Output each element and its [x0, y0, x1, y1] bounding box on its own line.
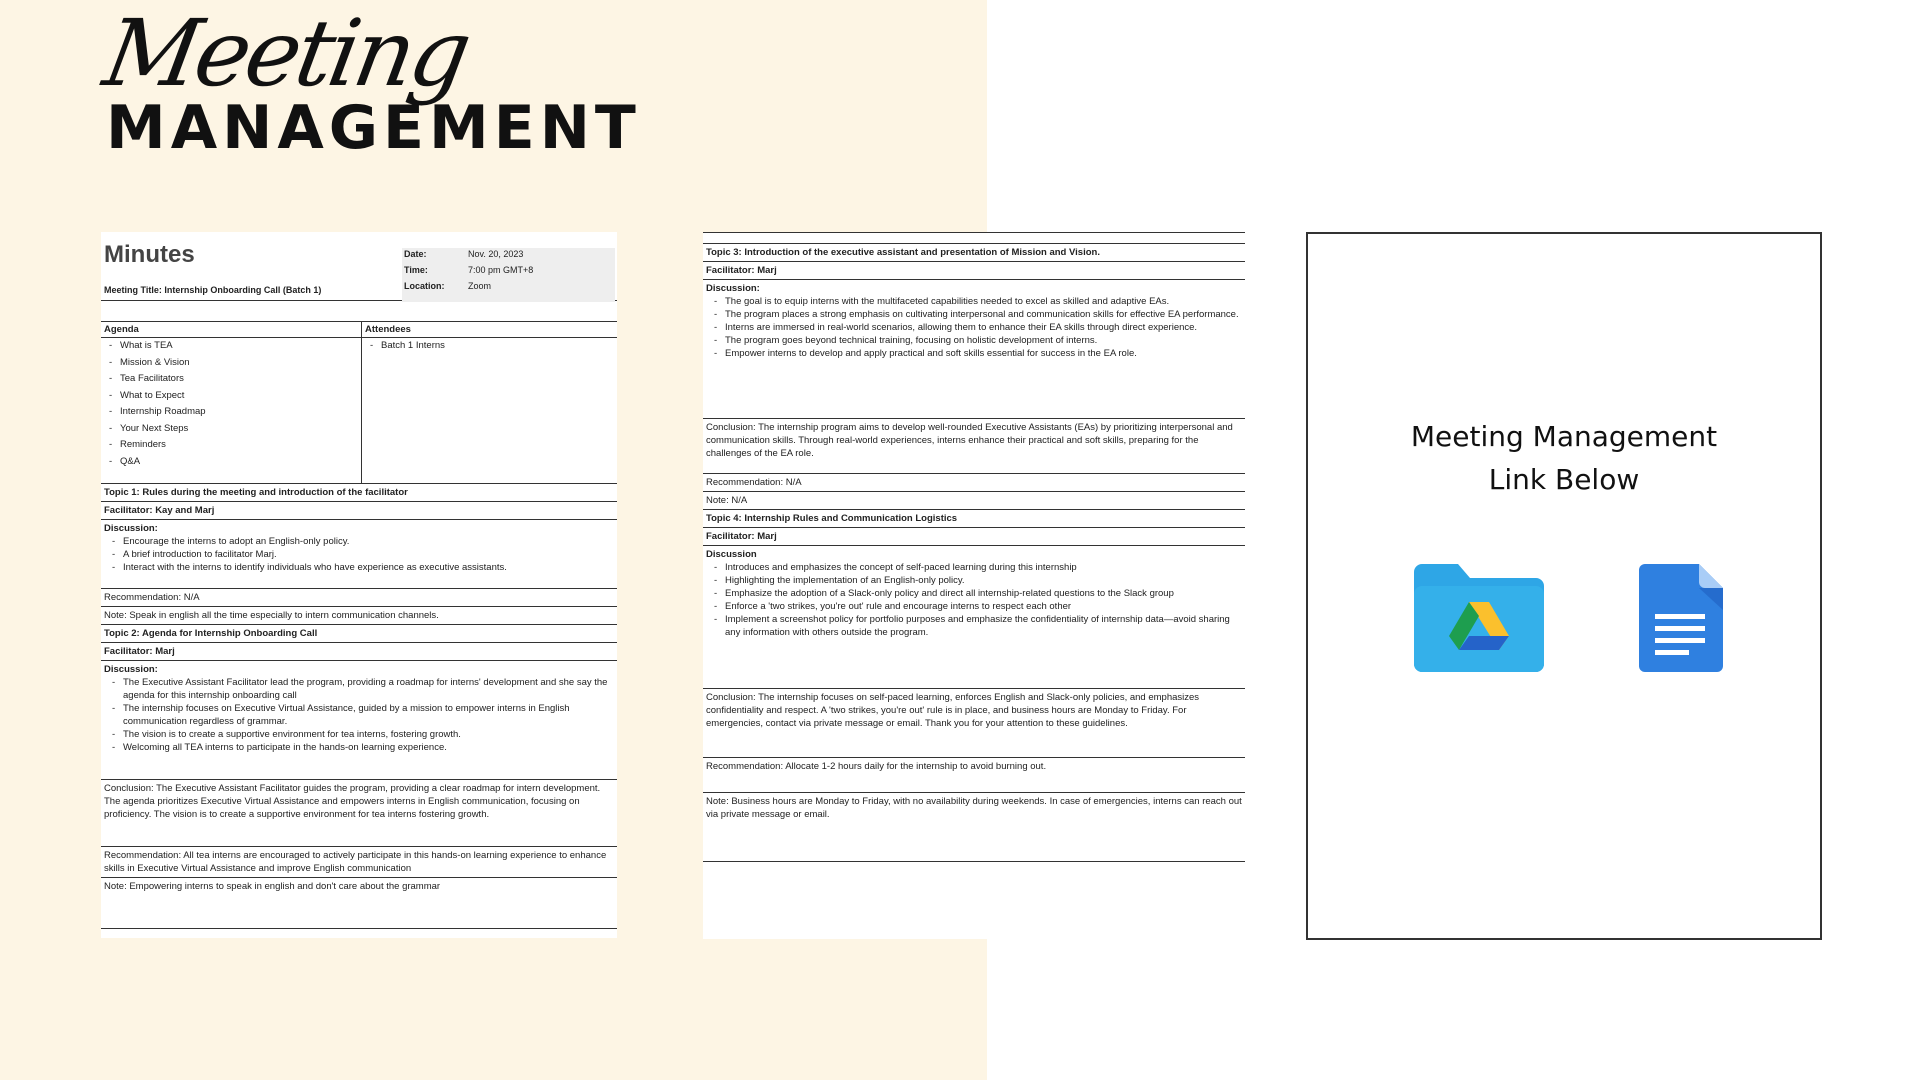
list-item: - Encourage the interns to adopt an English-only policy.: [112, 535, 614, 548]
topic-4: Topic 4: Internship Rules and Communication Logistics: [703, 510, 1245, 528]
list-item: - Welcoming all TEA interns to participate in the hands-on learning experience.: [112, 741, 614, 754]
minutes-document-page-1: [101, 232, 617, 938]
list-item: - What is TEA: [109, 338, 361, 355]
list-item: - Your Next Steps: [109, 421, 361, 438]
topic-3: Topic 3: Introduction of the executive assistant and presentation of Mission and Vision.: [703, 243, 1245, 262]
discussion-label: Discussion:: [706, 283, 760, 294]
discussion-1: [101, 520, 617, 589]
info-value: 7:00 pm GMT+8: [468, 265, 534, 275]
card-caption: [1308, 415, 1820, 501]
recommendation-4: Recommendation: Allocate 1-2 hours daily for the internship to avoid burning out.: [703, 758, 1245, 793]
topic-1: Topic 1: Rules during the meeting and introduction of the facilitator: [101, 484, 617, 502]
facilitator-4: Facilitator: Marj: [703, 528, 1245, 546]
info-key: Location:: [404, 281, 445, 291]
attendees-list: [362, 338, 617, 355]
list-item: - Highlighting the implementation of an English-only policy.: [714, 574, 1242, 587]
discussion-3: [703, 280, 1245, 419]
info-row: [402, 280, 615, 296]
recommendation-1: Recommendation: N/A: [101, 589, 617, 607]
facilitator-3: Facilitator: Marj: [703, 262, 1245, 280]
list-item: - Emphasize the adoption of a Slack-only policy and direct all internship-related questions to the Slack group: [714, 587, 1242, 600]
discussion-list: [104, 676, 614, 754]
attendees-column: [362, 322, 617, 483]
note-1: Note: Speak in english all the time especially to intern communication channels.: [101, 607, 617, 625]
discussion-4: [703, 546, 1245, 689]
list-item: - The internship focuses on Executive Virtual Assistance, guided by a mission to empower interns in English communication regardless of grammar.: [112, 702, 614, 728]
list-item: - The program goes beyond technical training, focusing on holistic development of interns.: [714, 334, 1242, 347]
agenda-list: [101, 338, 361, 470]
attendees-header: Attendees: [362, 322, 617, 338]
discussion-label: Discussion:: [104, 664, 158, 675]
agenda-table: [101, 321, 617, 484]
info-row: [402, 248, 615, 264]
list-item: - Mission & Vision: [109, 355, 361, 372]
list-item: - Interns are immersed in real-world scenarios, allowing them to enhance their EA skills through direct experience.: [714, 321, 1242, 334]
note-4: Note: Business hours are Monday to Friday, with no availability during weekends. In case of emergencies, interns can reach out via private message or email.: [703, 793, 1245, 862]
conclusion-3: Conclusion: The internship program aims to develop well-rounded Executive Assistants (EAs) by prioritizing interpersonal and communication skills. Through real-world experiences, interns enhance their practical and soft skills, preparing for the challenges of the EA role.: [703, 419, 1245, 474]
discussion-list: [706, 561, 1242, 639]
list-item: - Enforce a 'two strikes, you're out' rule and encourage interns to respect each other: [714, 600, 1242, 613]
meeting-management-link-card[interactable]: [1306, 232, 1822, 940]
list-item: - Implement a screenshot policy for portfolio purposes and emphasize the confidentiality of internship data—avoid sharing any information with others outside the program.: [714, 613, 1242, 639]
list-item: - Q&A: [109, 454, 361, 471]
list-item: - Interact with the interns to identify individuals who have experience as executive assistants.: [112, 561, 614, 574]
card-caption-line-1: Meeting Management: [1410, 420, 1718, 453]
page-title: MANAGEMENT: [106, 93, 641, 163]
google-docs-icon[interactable]: [1639, 564, 1723, 672]
list-item: - Reminders: [109, 437, 361, 454]
minutes-title: Minutes: [104, 241, 195, 268]
list-item: - Batch 1 Interns: [370, 338, 617, 355]
recommendation-2: Recommendation: All tea interns are encouraged to actively participate in this hands-on learning experience to enhance skills in Executive Virtual Assistance and improve English communication: [101, 847, 617, 878]
discussion-label: Discussion: [706, 549, 757, 560]
meeting-info-box: [402, 248, 615, 302]
agenda-header: Agenda: [101, 322, 361, 338]
facilitator-2: Facilitator: Marj: [101, 643, 617, 661]
list-item: - Internship Roadmap: [109, 404, 361, 421]
discussion-label: Discussion:: [104, 523, 158, 534]
list-item: - Tea Facilitators: [109, 371, 361, 388]
script-title: Meeting: [96, 0, 476, 107]
list-item: - Empower interns to develop and apply practical and soft skills essential for success in the EA role.: [714, 347, 1242, 360]
topic-2: Topic 2: Agenda for Internship Onboarding Call: [101, 625, 617, 643]
meeting-title: Meeting Title: Internship Onboarding Call (Batch 1): [104, 285, 322, 295]
list-item: - A brief introduction to facilitator Marj.: [112, 548, 614, 561]
info-row: [402, 264, 615, 280]
list-item: - Introduces and emphasizes the concept of self-paced learning during this internship: [714, 561, 1242, 574]
list-item: - The vision is to create a supportive environment for tea interns, fostering growth.: [112, 728, 614, 741]
google-drive-folder-icon[interactable]: [1414, 564, 1544, 672]
discussion-2: [101, 661, 617, 780]
recommendation-3: Recommendation: N/A: [703, 474, 1245, 492]
list-item: - The program places a strong emphasis on cultivating interpersonal and communication skills for effective EA performance.: [714, 308, 1242, 321]
info-key: Date:: [404, 249, 427, 259]
list-item: - The Executive Assistant Facilitator lead the program, providing a roadmap for interns' development and she say the agenda for this internship onboarding call: [112, 676, 614, 702]
facilitator-1: Facilitator: Kay and Marj: [101, 502, 617, 520]
agenda-column: [101, 322, 362, 483]
note-2: Note: Empowering interns to speak in english and don't care about the grammar: [101, 878, 617, 929]
note-3: Note: N/A: [703, 492, 1245, 510]
info-value: Nov. 20, 2023: [468, 249, 524, 259]
info-value: Zoom: [468, 281, 492, 291]
conclusion-2: Conclusion: The Executive Assistant Facilitator guides the program, providing a clear roadmap for intern development. The agenda prioritizes Executive Virtual Assistance and empowers interns in English communication, focusing on proficiency. The vision is to create a supportive environment for tea interns fostering growth.: [101, 780, 617, 847]
minutes-header: [101, 232, 617, 301]
list-item: - The goal is to equip interns with the multifaceted capabilities needed to excel as skilled and adaptive EAs.: [714, 295, 1242, 308]
minutes-document-page-2: [703, 232, 1245, 939]
list-item: - What to Expect: [109, 388, 361, 405]
card-caption-line-2: Link Below: [1488, 463, 1640, 496]
conclusion-4: Conclusion: The internship focuses on self-paced learning, enforces English and Slack-only policies, and emphasizes confidentiality and respect. A 'two strikes, you're out' rule is in place, and business hours are Monday to Friday. For emergencies, contact via private message or email. Thank you for your attention to these guidelines.: [703, 689, 1245, 758]
info-key: Time:: [404, 265, 428, 275]
discussion-list: [706, 295, 1242, 360]
discussion-list: [104, 535, 614, 574]
